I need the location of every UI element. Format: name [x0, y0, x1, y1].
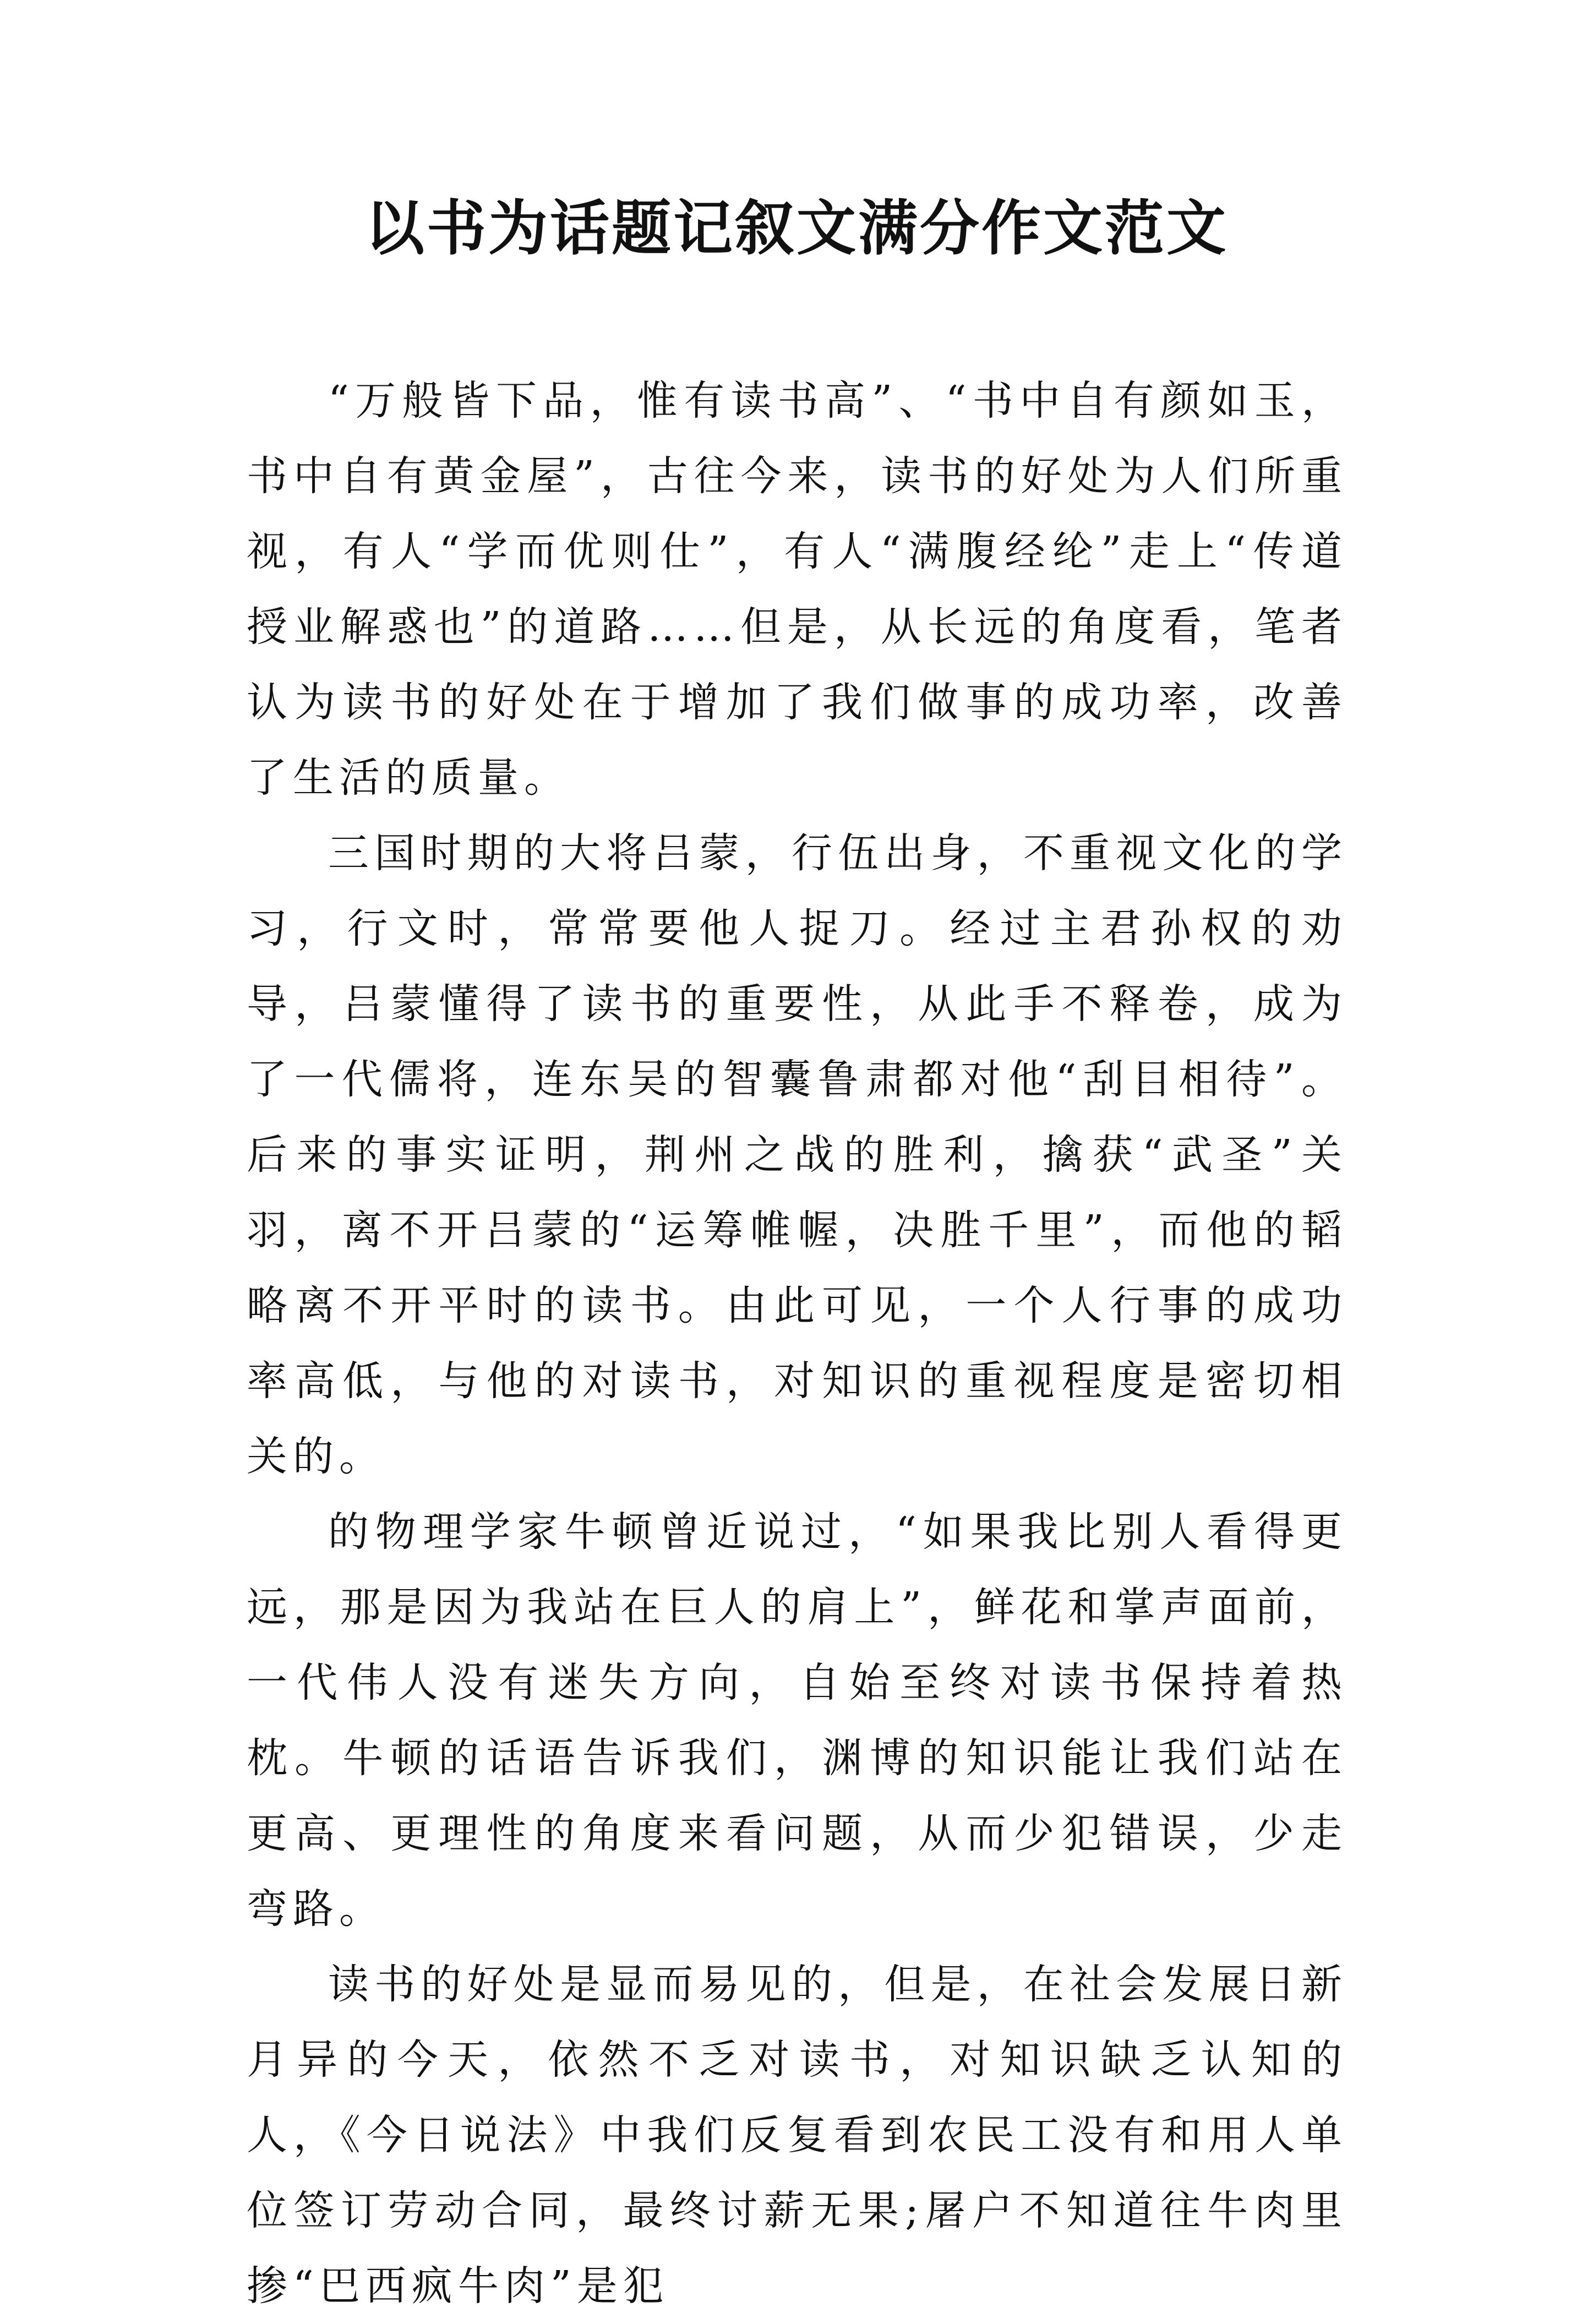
- paragraph-4: 读书的好处是显而易见的，但是，在社会发展日新月异的今天，依然不乏对读书，对知识缺乏认知的人，《今日说法》中我们反复看到农民工没有和用人单位签订劳动合同，最终讨薪无果;屠户不知道往牛肉里掺“巴西疯牛肉”是犯: [247, 1961, 1347, 2310]
- paragraph-1: “万般皆下品，惟有读书高”、“书中自有颜如玉，书中自有黄金屋”，古往今来，读书的好处为人们所重视，有人“学而优则仕”，有人“满腹经纶”走上“传道授业解惑也”的道路……但是，从长远的角度看，笔者认为读书的好处在于增加了我们做事的成功率，改善了生活的质量。: [247, 377, 1347, 801]
- paragraph-2: 三国时期的大将吕蒙，行伍出身，不重视文化的学习，行文时，常常要他人捉刀。经过主君孙权的劝导，吕蒙懂得了读书的重要性，从此手不释卷，成为了一代儒将，连东吴的智囊鲁肃都对他“刮目相待”。后来的事实证明，荆州之战的胜利，擒获“武圣”关羽，离不开吕蒙的“运筹帷幄，决胜千里”，而他的韬略离不开平时的读书。由此可见，一个人行事的成功率高低，与他的对读书，对知识的重视程度是密切相关的。: [247, 830, 1347, 1480]
- document-body: [247, 363, 1347, 2324]
- document-title: 以书为话题记叙文满分作文范文: [364, 194, 1228, 263]
- paragraph-3: 的物理学家牛顿曾近说过，“如果我比别人看得更远，那是因为我站在巨人的肩上”，鲜花和掌声面前，一代伟人没有迷失方向，自始至终对读书保持着热枕。牛顿的话语告诉我们，渊博的知识能让我们站在更高、更理性的角度来看问题，从而少犯错误，少走弯路。: [247, 1508, 1347, 1933]
